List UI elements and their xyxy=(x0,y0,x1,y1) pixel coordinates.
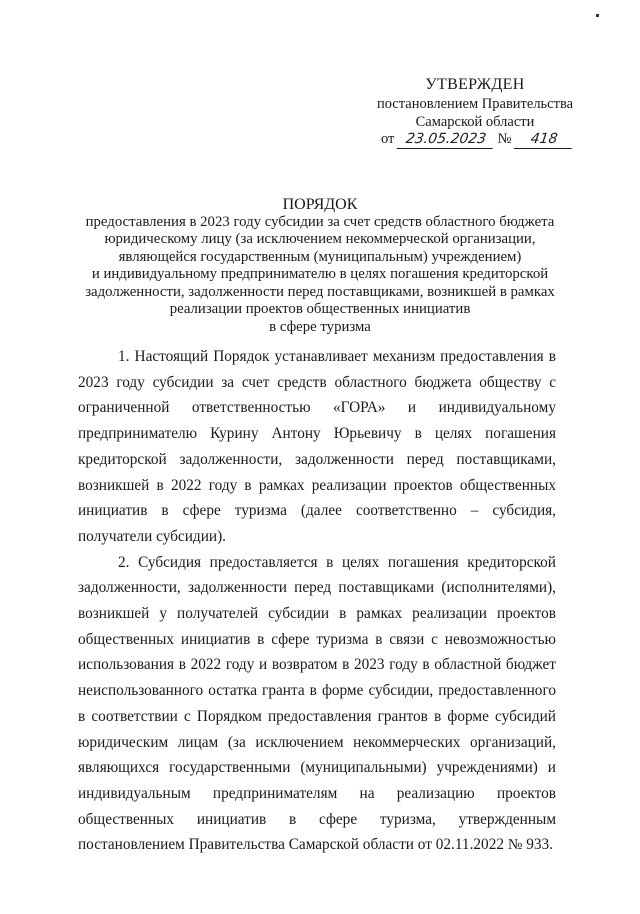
document-title xyxy=(60,196,580,336)
approval-stamp xyxy=(360,76,590,132)
approval-line-1: постановлением Правительства xyxy=(376,95,574,112)
approval-line-2: Самарской области xyxy=(415,114,535,130)
title-line: предоставления в 2023 году субсидии за счет средств областного бюджета xyxy=(85,213,555,230)
title-main: ПОРЯДОК xyxy=(282,196,358,213)
document-body xyxy=(78,344,556,858)
handwritten-date: 23.05.2023 xyxy=(397,130,496,149)
scan-dot xyxy=(596,14,599,17)
handwritten-number: 418 xyxy=(514,130,575,149)
title-line: и индивидуальному предпринимателю в целях погашения кредиторской xyxy=(91,266,549,282)
title-line: юридическому лицу (за исключением некоммерческой организации, xyxy=(104,231,536,247)
from-label: от xyxy=(381,131,395,147)
approval-heading: УТВЕРЖДЕН xyxy=(425,76,525,93)
number-label: № xyxy=(497,131,512,147)
approval-date-row xyxy=(381,130,573,149)
title-line: в сфере туризма xyxy=(269,318,371,335)
title-line: задолженности, задолженности перед поставщиками, возникшей в рамках xyxy=(85,283,555,300)
paragraph-2: 2. Субсидия предоставляется в целях погашения кредиторской задолженности, задолженности перед поставщиками (исполнителями), возникшей у получателей субсидии в рамках реализации проектов общественных инициатив в сфере туризма в связи с невозможностью использования в 2022 году и возвратом в 2023 году в областной бюджет неиспользованного остатка гранта в форме субсидии, предоставленного в соответствии с Порядком предоставления грантов в форме субсидий юридическим лицам (за исключением некоммерческих организаций, являющихся государственными (муниципальными) учреждениями) и индивидуальным предпринимателям на реализацию проектов общественных инициатив в сфере туризма, утвержденным постановлением Правительства Самарской области от 02.11.2022 № 933. xyxy=(78,553,556,854)
paragraph-1: 1. Настоящий Порядок устанавливает механизм предоставления в 2023 году субсидии за счет средств областного бюджета обществу с ограниченной ответственностью «ГОРА» и индивидуальному предпринимателю Курину Антону Юрьевичу в целях погашения кредиторской задолженности, задолженности перед поставщиками, возникшей в 2022 году в рамках реализации проектов общественных инициатив в сфере туризма (далее соответственно – субсидия, получатели субсидии). xyxy=(78,348,556,545)
title-line: являющейся государственным (муниципальным) учреждением) xyxy=(118,248,522,265)
title-line: реализации проектов общественных инициатив xyxy=(169,301,471,317)
